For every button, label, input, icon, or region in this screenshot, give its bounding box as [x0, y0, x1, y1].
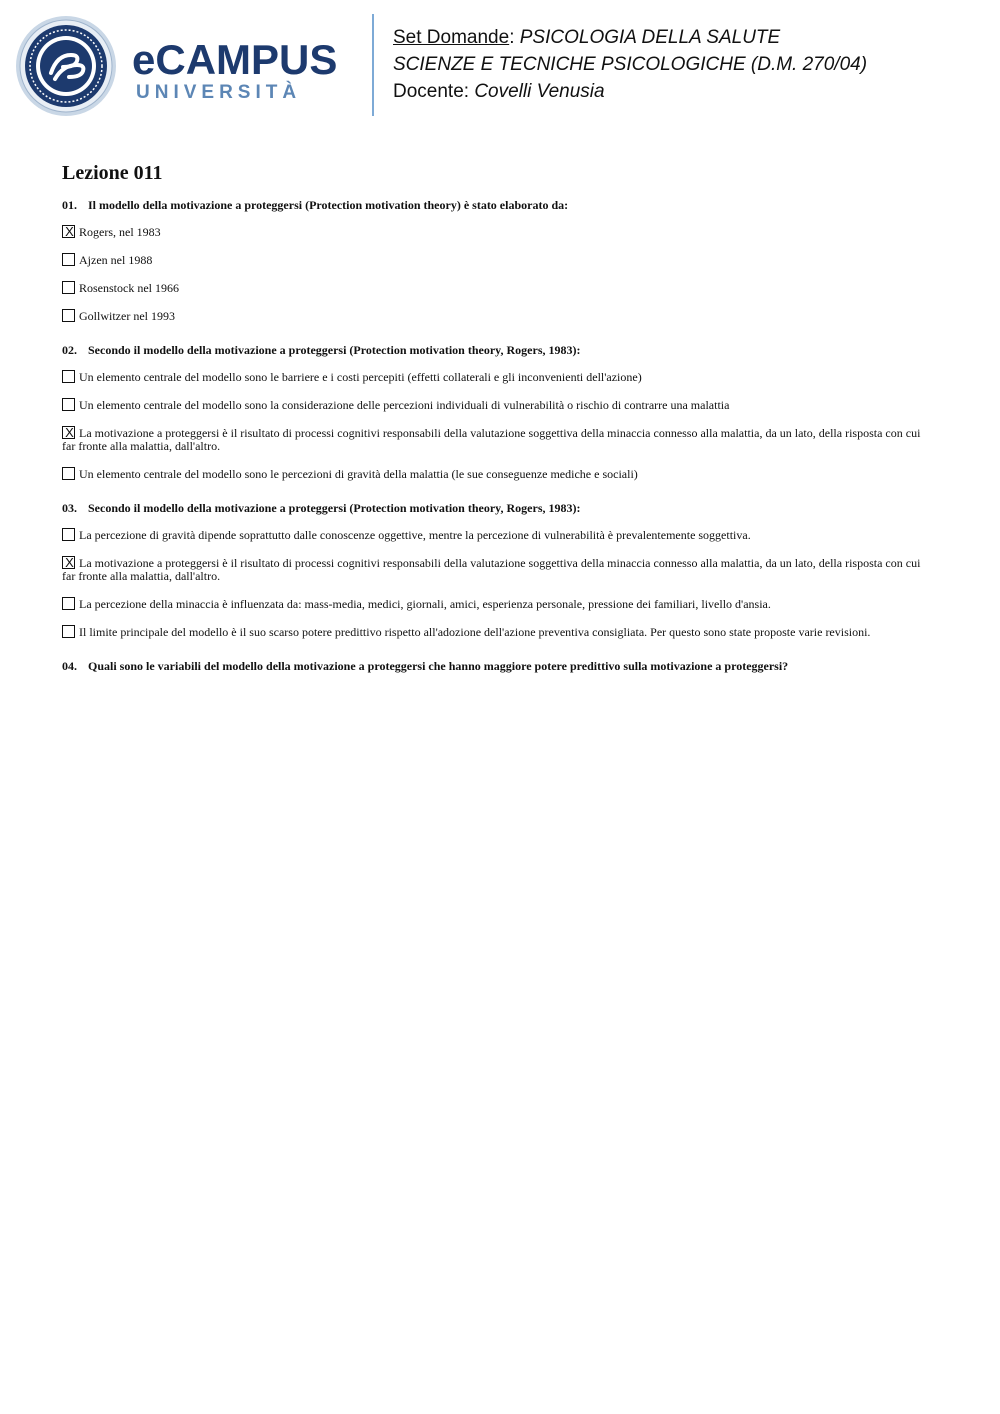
- option-label: Un elemento centrale del modello sono le percezioni di gravità della malattia (le sue conseguenze mediche e sociali): [79, 467, 638, 481]
- question-block: [62, 343, 936, 481]
- answer-option[interactable]: [62, 370, 936, 384]
- checkbox[interactable]: [62, 528, 75, 541]
- question-number: 04.: [62, 659, 77, 673]
- answer-option[interactable]: [62, 597, 936, 611]
- answer-option[interactable]: [62, 467, 936, 481]
- question-block: [62, 198, 936, 323]
- option-label: Ajzen nel 1988: [79, 253, 153, 267]
- checkbox[interactable]: [62, 625, 75, 638]
- option-label: La percezione di gravità dipende soprattutto dalle conoscenze oggettive, mentre la percezione di vulnerabilità è prevalentemente soggettiva.: [79, 528, 751, 542]
- checkbox-checked[interactable]: [62, 225, 75, 238]
- set-label: Set Domande: [393, 27, 510, 48]
- teacher-label: Docente:: [393, 81, 470, 102]
- checkbox[interactable]: [62, 309, 75, 322]
- header-info: [393, 24, 867, 105]
- answer-option[interactable]: [62, 309, 936, 323]
- checkbox[interactable]: [62, 281, 75, 294]
- lesson-content: [62, 160, 936, 694]
- brand-subtitle: UNIVERSITÀ: [136, 82, 302, 103]
- question-text: [62, 198, 936, 213]
- answer-option[interactable]: [62, 556, 936, 583]
- question-number: 03.: [62, 501, 77, 515]
- option-label: Gollwitzer nel 1993: [79, 309, 175, 323]
- checkbox[interactable]: [62, 597, 75, 610]
- checkbox-checked[interactable]: [62, 426, 75, 439]
- checkbox[interactable]: [62, 398, 75, 411]
- answer-option[interactable]: [62, 625, 936, 639]
- answer-option[interactable]: [62, 225, 936, 239]
- teacher-name: Covelli Venusia: [474, 81, 605, 102]
- option-label: Rogers, nel 1983: [79, 225, 161, 239]
- question-text: [62, 343, 936, 358]
- question-number: 01.: [62, 198, 77, 212]
- brand-name: eCAMPUS: [132, 36, 338, 83]
- question-block: [62, 659, 936, 674]
- header-divider: [372, 14, 374, 116]
- set-line: Set Domande: PSICOLOGIA DELLA SALUTE: [393, 27, 781, 48]
- page-header: [0, 0, 1000, 130]
- option-label: Un elemento centrale del modello sono le barriere e i costi percepiti (effetti collaterali e gli inconvenienti dell'azione): [79, 370, 642, 384]
- option-label: Il limite principale del modello è il suo scarso potere predittivo rispetto all'adozione dell'azione preventiva consigliata. Per questo sono state proposte varie revisioni.: [79, 625, 871, 639]
- answer-option[interactable]: [62, 253, 936, 267]
- question-text: [62, 659, 936, 674]
- question-prompt: Secondo il modello della motivazione a proteggersi (Protection motivation theory, Rogers, 1983):: [88, 501, 581, 515]
- question-prompt: Quali sono le variabili del modello della motivazione a proteggersi che hanno maggiore potere predittivo sulla motivazione a proteggersi?: [88, 659, 789, 673]
- option-label: Rosenstock nel 1966: [79, 281, 179, 295]
- answer-option[interactable]: [62, 281, 936, 295]
- set-title: PSICOLOGIA DELLA SALUTE: [519, 27, 781, 48]
- checkbox[interactable]: [62, 253, 75, 266]
- checkbox[interactable]: [62, 467, 75, 480]
- ecampus-wordmark: [132, 38, 337, 104]
- question-number: 02.: [62, 343, 77, 357]
- checkbox[interactable]: [62, 370, 75, 383]
- answer-option[interactable]: [62, 426, 936, 453]
- question-block: [62, 501, 936, 639]
- answer-option[interactable]: [62, 528, 936, 542]
- question-prompt: Il modello della motivazione a proteggersi (Protection motivation theory) è stato elaborato da:: [88, 198, 569, 212]
- course-name: SCIENZE E TECNICHE PSICOLOGICHE (D.M. 270/04): [393, 54, 868, 75]
- option-label: La percezione della minaccia è influenzata da: mass-media, medici, giornali, amici, esperienza personale, pressione dei familiari, livello d'ansia.: [79, 597, 771, 611]
- option-label: La motivazione a proteggersi è il risultato di processi cognitivi responsabili della valutazione soggettiva della minaccia connesso alla malattia, da un lato, della risposta con cui far fronte alla malattia, dall'altro.: [62, 556, 921, 583]
- teacher-line: [393, 78, 867, 105]
- option-label: Un elemento centrale del modello sono la considerazione delle percezioni individuali di vulnerabilità o rischio di contrarre una malattia: [79, 398, 730, 412]
- question-text: [62, 501, 936, 516]
- lesson-title: Lezione 011: [62, 162, 163, 184]
- university-seal-logo: [15, 15, 117, 117]
- checkbox-checked[interactable]: [62, 556, 75, 569]
- question-prompt: Secondo il modello della motivazione a proteggersi (Protection motivation theory, Rogers, 1983):: [88, 343, 581, 357]
- course-line: [393, 51, 867, 78]
- option-label: La motivazione a proteggersi è il risultato di processi cognitivi responsabili della valutazione soggettiva della minaccia connesso alla malattia, da un lato, della risposta con cui far fronte alla malattia, dall'altro.: [62, 426, 921, 453]
- answer-option[interactable]: [62, 398, 936, 412]
